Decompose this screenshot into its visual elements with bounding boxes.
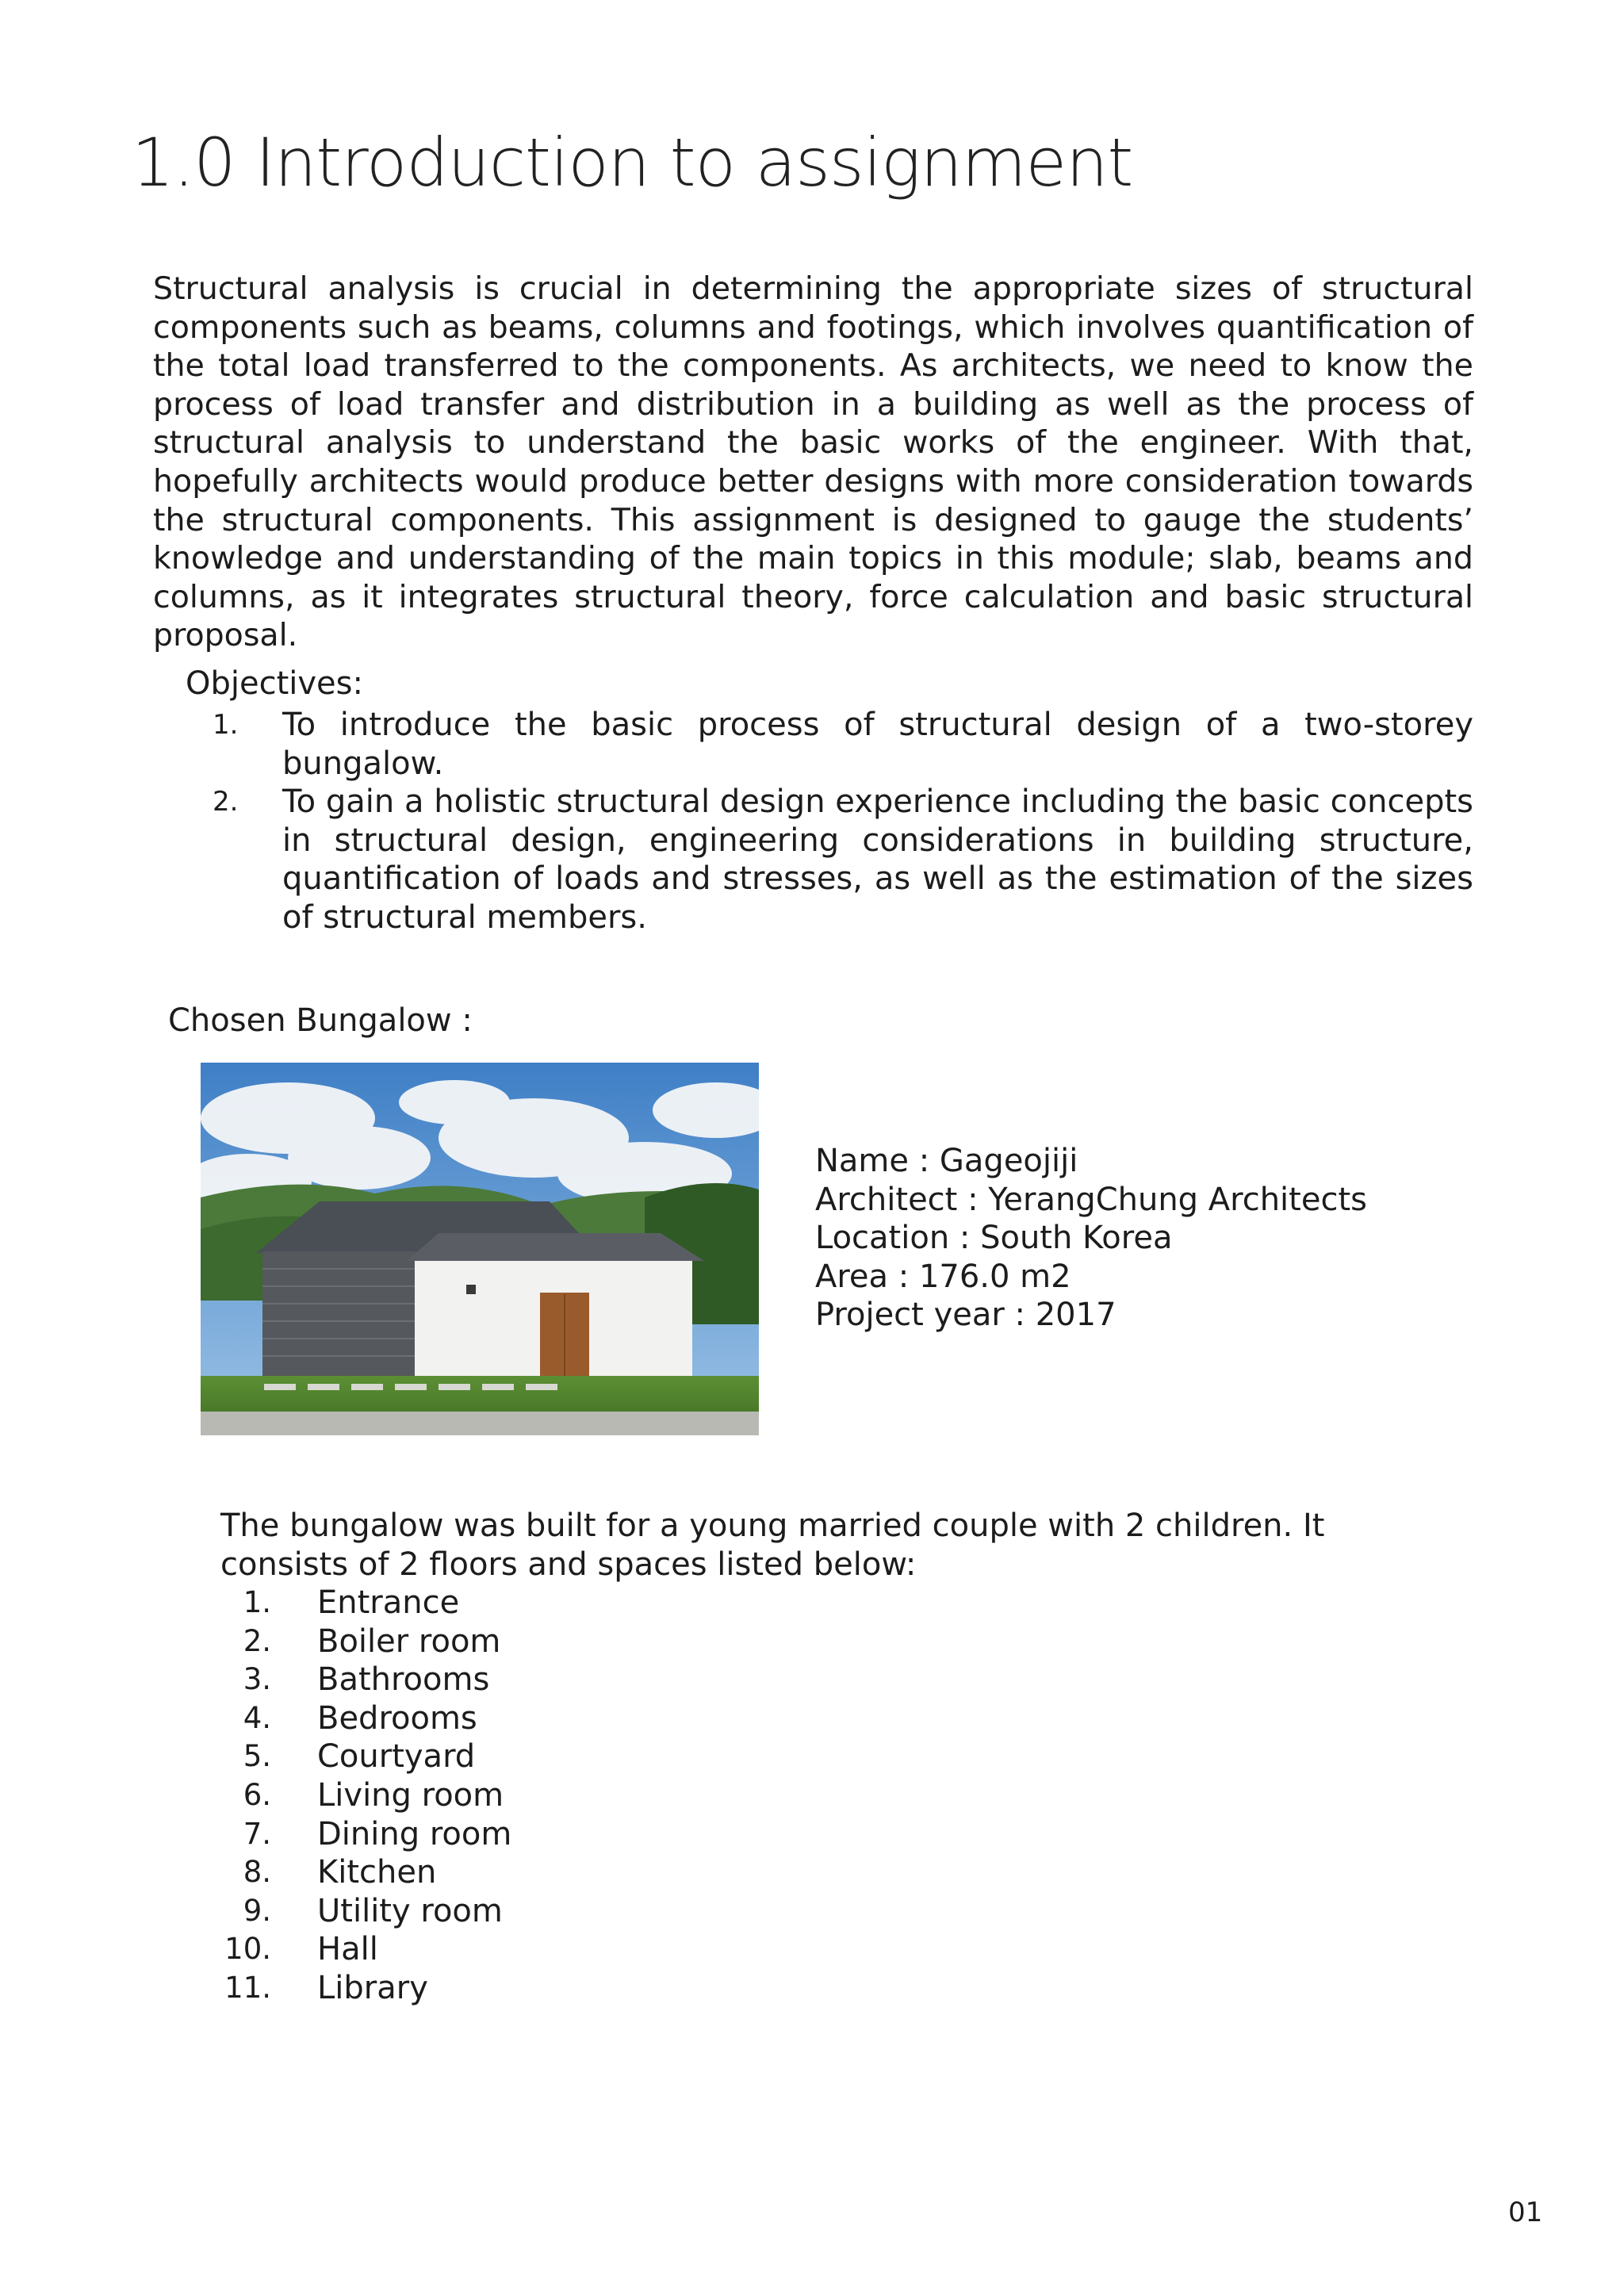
- info-area: Area : 176.0 m2: [815, 1258, 1071, 1295]
- info-location: Location : South Korea: [815, 1220, 1173, 1257]
- space-item: [220, 1584, 511, 1622]
- space-item: [220, 1815, 511, 1854]
- space-number: 7.: [243, 1816, 271, 1851]
- objective-item: [184, 706, 1473, 783]
- space-number: 9.: [243, 1893, 271, 1928]
- space-text: Bathrooms: [317, 1661, 490, 1699]
- space-text: Living room: [317, 1776, 504, 1814]
- space-item: [220, 1892, 511, 1931]
- spaces-list: [220, 1584, 511, 2008]
- space-item: [220, 1969, 511, 2008]
- space-item: [220, 1737, 511, 1776]
- space-text: Bedrooms: [317, 1699, 477, 1737]
- space-number: 1.: [243, 1585, 271, 1619]
- objective-number: 1.: [213, 709, 239, 741]
- space-text: Library: [317, 1969, 428, 2006]
- space-item: [220, 1930, 511, 1969]
- bungalow-description: The bungalow was built for a young married couple with 2 children. It consists of 2 floors and spaces listed below:: [220, 1508, 1325, 1583]
- objective-text: To introduce the basic process of structural design of a two-storey bungalow.: [282, 707, 1473, 782]
- objectives-list: [184, 706, 1473, 937]
- space-text: Boiler room: [317, 1622, 501, 1660]
- bungalow-info: [815, 1142, 1367, 1335]
- objective-number: 2.: [213, 786, 239, 818]
- page-number: 01: [1508, 2197, 1543, 2228]
- space-number: 10.: [224, 1932, 271, 1967]
- space-text: Entrance: [317, 1584, 460, 1621]
- info-architect: Architect : YerangChung Architects: [815, 1181, 1367, 1218]
- space-text: Kitchen: [317, 1854, 437, 1891]
- objective-text: To gain a holistic structural design experience including the basic concepts in structural design, engineering considerations in building structure, quantification of loads and stresses, as well as the estimation of the sizes of structural members.: [282, 783, 1473, 936]
- space-number: 6.: [243, 1777, 271, 1812]
- page-title: 1.0 Introduction to assignment: [132, 124, 1133, 201]
- space-number: 3.: [243, 1662, 271, 1697]
- intro-paragraph: Structural analysis is crucial in determining the appropriate sizes of structural components such as beams, columns and footings, which involves quantification of the total load transferred to the components. As architects, we need to know the process of load transfer and distribution in a building as well as the process of structural analysis to understand the basic works of the engineer. With that, hopefully architects would produce better designs with more consideration towards the structural components. This assignment is designed to gauge the students’ knowledge and understanding of the main topics in this module; slab, beams and columns, as it integrates structural theory, force calculation and basic structural proposal.: [153, 270, 1473, 654]
- info-name: Name : Gageojiji: [815, 1143, 1078, 1179]
- space-number: 11.: [224, 1970, 271, 2005]
- space-text: Utility room: [317, 1892, 503, 1929]
- objectives-label: Objectives:: [186, 665, 363, 702]
- space-item: [220, 1622, 511, 1661]
- space-item: [220, 1853, 511, 1892]
- space-number: 8.: [243, 1855, 271, 1890]
- space-item: [220, 1661, 511, 1699]
- space-item: [220, 1776, 511, 1815]
- space-text: Dining room: [317, 1815, 512, 1852]
- space-number: 5.: [243, 1739, 271, 1774]
- info-year: Project year : 2017: [815, 1297, 1116, 1334]
- chosen-bungalow-label: Chosen Bungalow :: [168, 1002, 473, 1039]
- space-number: 2.: [243, 1623, 271, 1658]
- space-number: 4.: [243, 1700, 271, 1735]
- space-text: Hall: [317, 1931, 378, 1968]
- objective-item: [184, 783, 1473, 937]
- bungalow-photo: [201, 1063, 759, 1435]
- space-item: [220, 1699, 511, 1738]
- space-text: Courtyard: [317, 1738, 476, 1776]
